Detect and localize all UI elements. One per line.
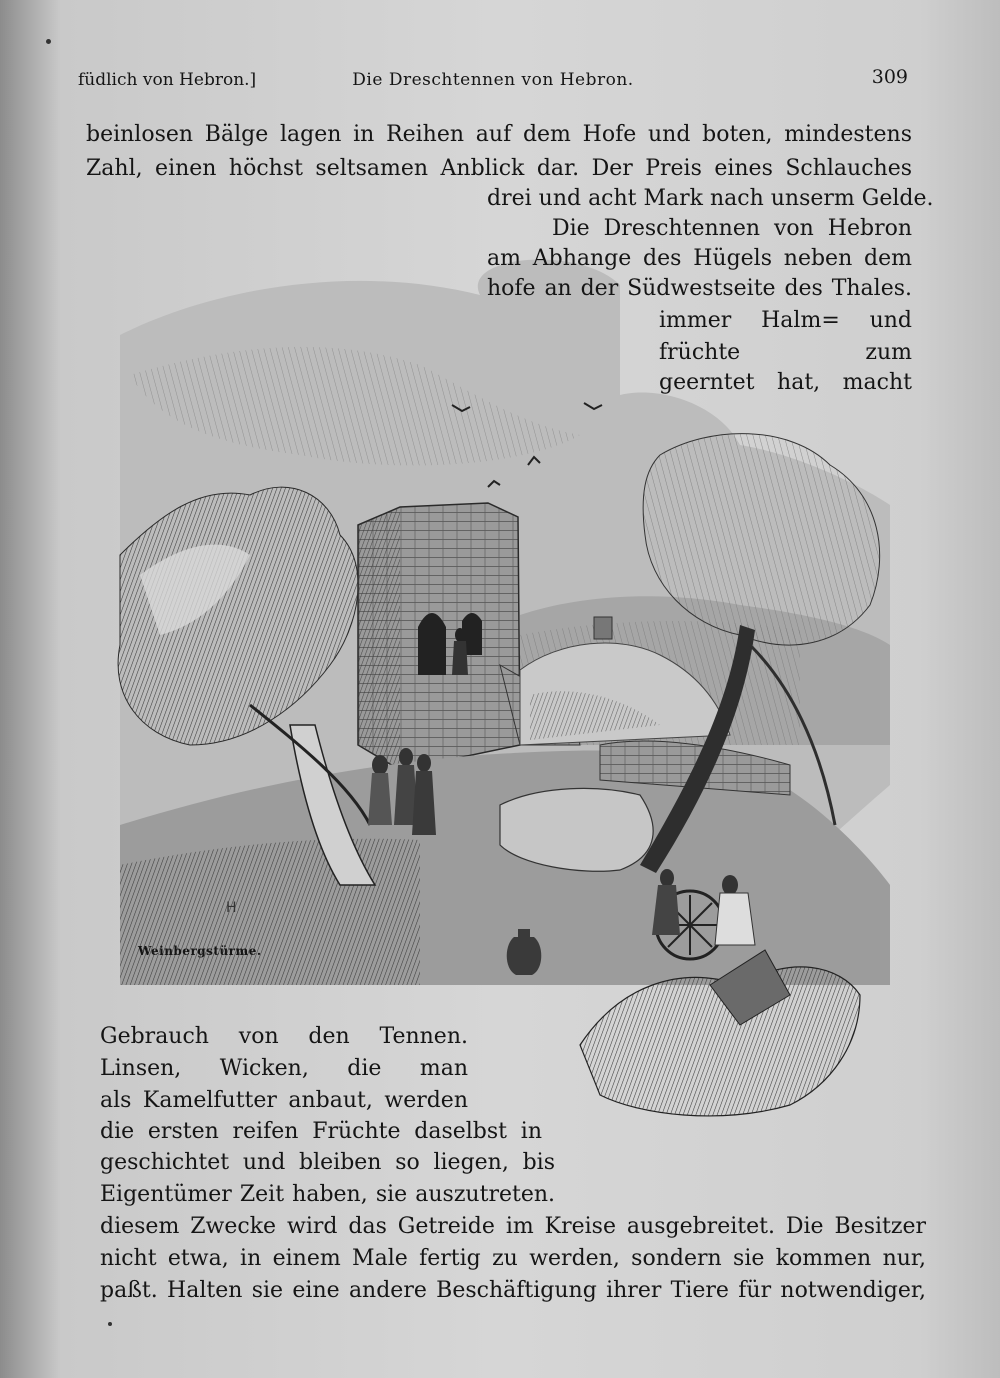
text-line: Eigentümer Zeit haben, sie auszutreten. [100,1182,555,1207]
figure-caption: Weinbergstürme. [138,944,262,958]
text-line: beinlosen Bälge lagen in Reihen auf dem Hofe und boten, mindestens [86,122,912,147]
text-line: diesem Zwecke wird das Getreide im Kreise ausgebreitet. Die Besitzer [100,1214,926,1239]
text-line: Zahl, einen höchst seltsamen Anblick dar. Der Preis eines Schlauches [86,156,912,181]
text-line: am Abhange des Hügels neben dem [487,246,912,271]
running-head-title: Die Dreschtennen von Hebron. [352,70,634,90]
text-line: geerntet hat, macht [659,370,912,395]
ink-speck [46,39,51,44]
text-line: paßt. Halten sie eine andere Beschäftigung ihrer Tiere für notwendiger, [100,1278,926,1303]
text-line: früchte zum [659,340,912,365]
ink-speck [108,1322,112,1326]
running-head-left: füdlich von Hebron.] [78,70,257,90]
text-line: Gebrauch von den Tennen. [100,1024,468,1049]
engraver-signature: H [226,900,237,916]
text-line: Die Dreschtennen von Hebron [552,216,912,241]
running-head [78,66,908,96]
text-line: nicht etwa, in einem Male fertig zu werden, sondern sie kommen nur, [100,1246,926,1271]
text-line: als Kamelfutter anbaut, werden [100,1088,468,1113]
text-line: hofe an der Südwestseite des Thales. [487,276,912,301]
page-number: 309 [871,66,908,88]
text-line: drei und acht Mark nach unserm Gelde. [487,186,934,211]
text-line: Linsen, Wicken, die man [100,1056,468,1081]
text-line: geschichtet und bleiben so liegen, bis [100,1150,555,1175]
text-line: die ersten reifen Früchte daselbst in [100,1119,542,1144]
text-line: immer Halm= und [659,308,912,333]
